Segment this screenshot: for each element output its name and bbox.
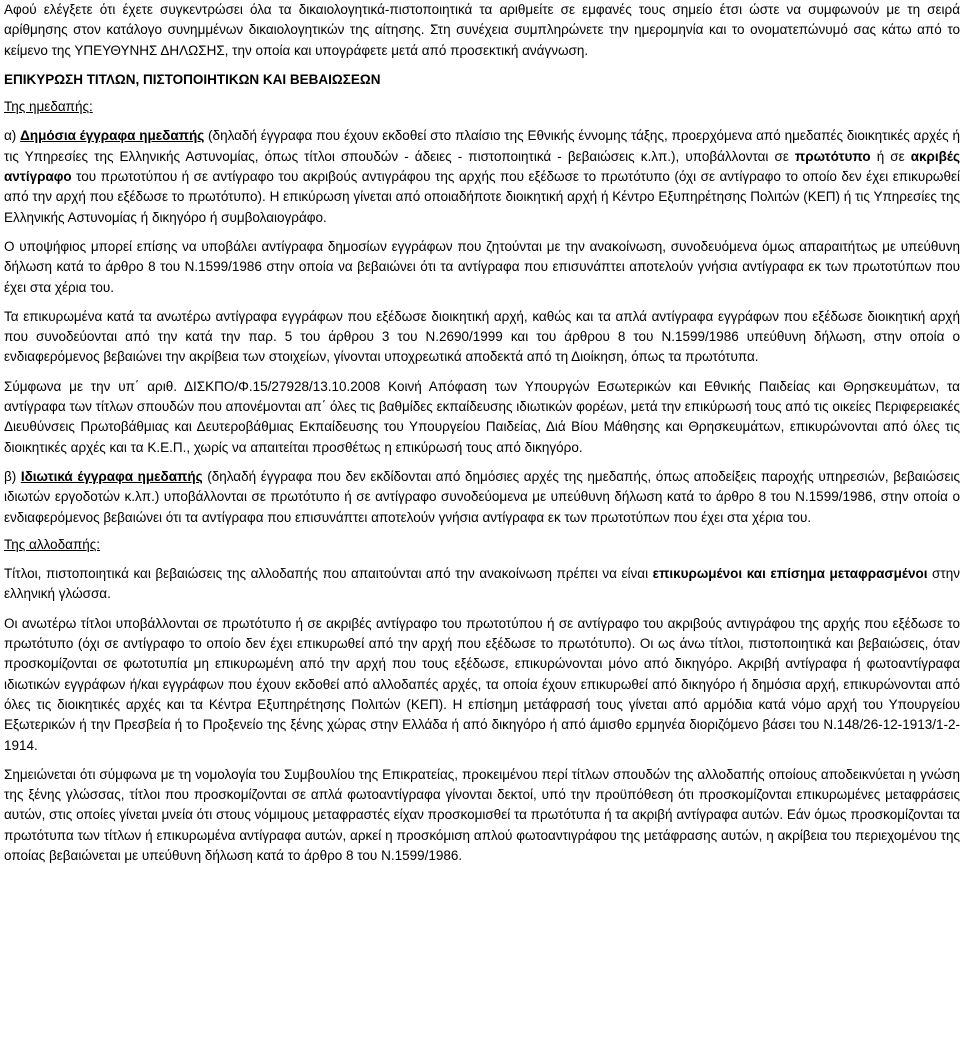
section-heading: ΕΠΙΚΥΡΩΣΗ ΤΙΤΛΩΝ, ΠΙΣΤΟΠΟΙΗΤΙΚΩΝ ΚΑΙ ΒΕΒΑΙΩΣΕΩΝ (4, 71, 381, 87)
domestic-subheading: Της ημεδαπής: (4, 99, 93, 115)
foreign-p1-text: Τίτλοι, πιστοποιητικά και βεβαιώσεις της αλλοδαπής που απαιτούνται από την ανακοίνωση πρέπει να είναι (4, 566, 653, 582)
item-a-text-1: (δηλαδή έγγραφα που έχουν εκδοθεί στο πλαίσιο της Εθνικής έννομης τάξης, προερχόμενα από ημεδαπές διοικητικές αρχές ή τις Υπηρεσίες της Ελληνικής Αστυνομίας, όπως τίτλοι σπουδών - άδειες - πιστοποιητικά - βεβαιώσεις κ.λπ.), υποβάλλονται σε (4, 128, 960, 164)
council-of-state-paragraph: Σημειώνεται ότι σύμφωνα με τη νομολογία του Συμβουλίου της Επικρατείας, προκειμένου περί τίτλων σπουδών της αλλοδαπής οποίους αποδεικνύεται η γνώση της ξένης γλώσσας, τίτλοι που προσκομίζονται σε απλά φωτοαντίγραφα γίνονται δεκτοί, υπό την προϋπόθεση ότι προσκομίζονται επικυρωμένες μεταφράσεις αυτών, στις οποίες γίνεται μνεία ότι στους νόμιμους μεταφραστές είχαν προσκομισθεί τα πρωτότυπα ή τα ακριβή αντίγραφα αυτών. Εάν όμως προσκομίζονται τα πρωτότυπα των τίτλων ή επικυρωμένα αντίγραφα αυτών, αρκεί η προσκόμιση απλού φωτοαντιγράφου της μετάφρασης αυτών, η ακρίβεια του περιεχομένου της οποίας βεβαιώνεται με υπεύθυνη δήλωση κατά το άρθρο 8 του Ν.1599/1986. (4, 766, 960, 863)
item-a-text-3: του πρωτοτύπου ή σε αντίγραφο του ακριβούς αντιγράφου της αρχής που εξέδωσε το πρωτότυπο (όχι σε αντίγραφο το οποίο δεν έχει επικυρωθεί από την αρχή που εξέδωσε το πρωτότυπο). Η επικύρωση γίνεται από οποιαδήποτε διοικητική αρχή ή Κέντρο Εξυπηρέτησης Πολιτών (ΚΕΠ) ή τις Υπηρεσίες της Ελληνικής Αστυνομίας ή δικηγόρο ή συμβολαιογράφο. (4, 169, 960, 225)
foreign-submission-paragraph: Οι ανωτέρω τίτλοι υποβάλλονται σε πρωτότυπο ή σε ακριβές αντίγραφο του πρωτοτύπου ή σε αντίγραφο του ακριβούς αντιγράφου της αρχής που εξέδωσε το πρωτότυπο (όχι σε αντίγραφο το οποίο δεν έχει επικυρωθεί από την αρχή που εξέδωσε το πρωτότυπο). Οι ως άνω τίτλοι, πιστοποιητικά και βεβαιώσεις, όταν προσκομίζονται σε φωτοτυπία μη επικυρωμένη από την αρχή που τους εξέδωσε, επικυρώνονται μόνο από δικηγόρο. Ακριβή αντίγραφα ή φωτοαντίγραφα ιδιωτικών εγγράφων ή/και εγγράφων που έχουν εκδοθεί από αλλοδαπές αρχές, τα οποία έχουν επικυρωθεί από δικηγόρο ή δημόσια αρχή, επικυρώνονται από όλες τις διοικητικές αρχές και τα Κέντρα Εξυπηρέτησης Πολιτών (ΚΕΠ). Η επίσημη μετάφρασή τους γίνεται από αρμόδια κατά νόμο αρχή του Υπουργείου Εξωτερικών ή την Πρεσβεία ή το Προξενείο της ξένης χώρας στην Ελλάδα ή από δικηγόρο ή από άμισθο ερμηνέα διοριζόμενο βάσει του Ν.148/26-12-1913/1-2-1914. (4, 615, 960, 753)
item-a-prefix: α) (4, 128, 21, 144)
public-documents-term: Δημόσια έγγραφα ημεδαπής (20, 128, 205, 144)
foreign-subheading: Της αλλοδαπής: (4, 536, 101, 552)
foreign-p1-end: στην ελληνική γλώσσα. (4, 566, 960, 602)
foreign-requirements-paragraph (4, 564, 960, 605)
item-a-text-2: ή σε (870, 148, 911, 164)
private-documents-term: Ιδιωτικά έγγραφα ημεδαπής (20, 468, 203, 484)
certified-translated-term: επικυρωμένοι και επίσημα μεταφρασμένοι (652, 566, 928, 582)
domestic-private-documents-paragraph (4, 467, 960, 528)
copies-declaration-paragraph: Ο υποψήφιος μπορεί επίσης να υποβάλει αντίγραφα δημοσίων εγγράφων που ζητούνται με την ανακοίνωση, συνοδευόμενα όμως απαραιτήτως με υπεύθυνη δήλωση κατά το άρθρο 8 του Ν.1599/1986 στην οποία να βεβαιώνει ότι τα αντίγραφα που επισυνάπτει αποτελούν γνήσια αντίγραφα εκ των πρωτοτύπων που έχει στα χέρια του. (4, 238, 960, 295)
intro-paragraph: Αφού ελέγξετε ότι έχετε συγκεντρώσει όλα τα δικαιολογητικά-πιστοποιητικά τα αριθμείτε σε εμφανές τους σημείο έτσι ώστε να συμφωνούν με τη σειρά αρίθμησης στον κατάλογο συνημμένων δικαιολογητικών της αίτησης. Στη συνέχεια συμπληρώνετε την ημερομηνία και το ονοματεπώνυμό σας κάτω από το κείμενο της ΥΠΕΥΘΥΝΗΣ ΔΗΛΩΣΗΣ, την οποία και υπογράφετε μετά από προσεκτική ανάγνωση. (4, 2, 960, 58)
domestic-public-documents-paragraph (4, 126, 960, 227)
item-b-text: (δηλαδή έγγραφα που δεν εκδίδονται από δημόσιες αρχές της ημεδαπής, όπως αποδείξεις παροχής υπηρεσιών, βεβαιώσεις ιδιωτών εργοδοτών κ.λπ.) υποβάλλονται σε πρωτότυπο ή σε αντίγραφο συνοδεύομενα με υπεύθυνη δήλωση κατά το άρθρο 8 του Ν.1599/1986, στην οποία ο ενδιαφερόμενος βεβαιώνει ότι τα αντίγραφα που επισυνάπτει αποτελούν γνήσια αντίγραφα εκ των πρωτοτύπων που έχει στα χέρια του. (4, 468, 960, 525)
original-term: πρωτότυπο (794, 148, 871, 164)
joint-decision-paragraph: Σύμφωνα με την υπ΄ αριθ. ΔΙΣΚΠΟ/Φ.15/27928/13.10.2008 Κοινή Απόφαση των Υπουργών Εσωτερικών και Εθνικής Παιδείας και Θρησκευμάτων, τα αντίγραφα των τίτλων σπουδών που απονέμονται απ΄ όλες τις βαθμίδες εκπαίδευσης ιδιωτικών φορέων, μετά την επικύρωσή τους από τις οικείες Περιφερειακές Διευθύνσεις Πρωτοβάθμιας και Δευτεροβάθμιας Εκπαίδευσης του Υπουργείου Παιδείας, Διά Βίου Μάθησης και Θρησκευμάτων, επικυρώνονται από όλες τις διοικητικές αρχές και τα Κ.Ε.Π., χωρίς να απαιτείται προσθέτως η επικύρωσή τους από δικηγόρο. (4, 378, 960, 455)
item-b-prefix: β) (4, 468, 21, 484)
certified-copies-paragraph: Τα επικυρωμένα κατά τα ανωτέρω αντίγραφα εγγράφων που εξέδωσε διοικητική αρχή, καθώς και τα απλά αντίγραφα εγγράφων που εξέδωσε διοικητική αρχή που συνοδεύονται από την κατά την παρ. 5 του άρθρου 3 του Ν.2690/1999 και του άρθρου 8 του Ν.1599/1986 υπεύθυνη δήλωση, στην οποία ο ενδιαφερόμενος βεβαιώνει την ακρίβεια των στοιχείων, γίνονται υποχρεωτικά αποδεκτά από τη Διοίκηση, όπως τα πρωτότυπα. (4, 308, 960, 365)
exact-copy-term: ακριβές αντίγραφο (4, 148, 960, 185)
